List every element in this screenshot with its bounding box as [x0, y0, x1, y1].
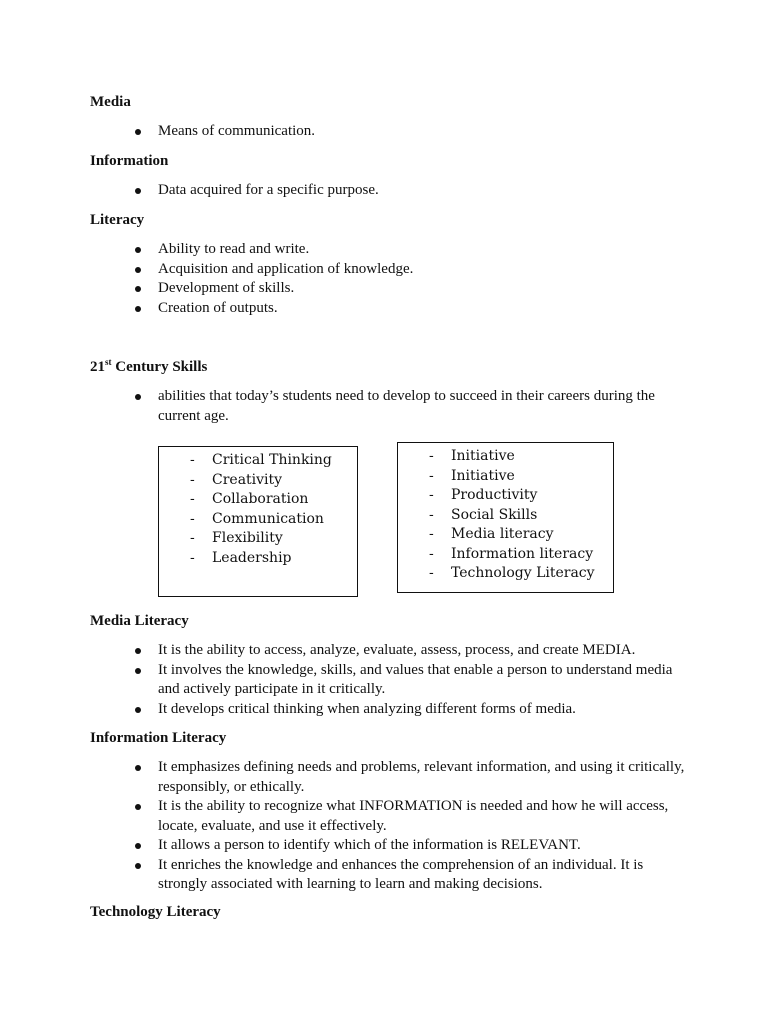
heading-information-literacy: Information Literacy — [90, 730, 227, 746]
list-item — [90, 836, 690, 856]
heading-ordinal-suffix: st — [105, 357, 112, 367]
list-item — [398, 486, 613, 506]
bullet-icon — [135, 648, 141, 654]
dash-marker: - — [429, 467, 434, 484]
information-list — [90, 181, 690, 201]
list-item — [90, 641, 690, 661]
list-item-text: Communication — [212, 510, 324, 527]
heading-number: 21 — [90, 359, 105, 375]
list-item-text: Initiative — [451, 467, 515, 484]
list-item-text: Information literacy — [451, 545, 594, 562]
century-list — [90, 387, 690, 426]
skills-box-right — [397, 442, 614, 593]
list-item-text: Initiative — [451, 448, 515, 464]
list-item — [159, 471, 357, 491]
media-list — [90, 122, 690, 142]
list-item-text: It is the ability to recognize what INFORMATION is needed and how he will access, locate, evaluate, and use it effectively. — [158, 798, 669, 834]
list-item-text: Critical Thinking — [212, 452, 332, 468]
bullet-icon — [135, 267, 141, 273]
list-item-text: It involves the knowledge, skills, and values that enable a person to understand media and actively participate in it critically. — [158, 661, 673, 697]
list-item — [398, 467, 613, 487]
list-item — [90, 758, 690, 797]
list-item — [159, 549, 357, 569]
media-literacy-list — [90, 641, 690, 719]
bullet-icon — [135, 286, 141, 292]
heading-media: Media — [90, 94, 131, 110]
list-item-text: Development of skills. — [158, 280, 295, 296]
dash-marker: - — [190, 530, 195, 546]
heading-information: Information — [90, 153, 169, 169]
list-item-text: Means of communication. — [158, 123, 316, 139]
skills-list-left — [159, 451, 357, 568]
information-literacy-list — [90, 758, 690, 895]
heading-literacy: Literacy — [90, 212, 145, 228]
heading-21st-century-skills — [90, 358, 207, 378]
list-item-text: It is the ability to access, analyze, evaluate, assess, process, and create MEDIA. — [158, 642, 636, 658]
skills-list-right — [398, 447, 613, 584]
skills-box-left — [158, 446, 358, 597]
list-item-text: abilities that today’s students need to develop to succeed in their careers during the current age. — [158, 388, 655, 424]
list-item-text: Flexibility — [212, 530, 283, 546]
literacy-list — [90, 240, 690, 318]
list-item — [90, 279, 690, 299]
list-item-text: Creation of outputs. — [158, 299, 278, 316]
list-item — [90, 260, 690, 280]
list-item — [159, 451, 357, 471]
list-item — [90, 856, 690, 895]
list-item — [159, 510, 357, 530]
list-item-text: It develops critical thinking when analyzing different forms of media. — [158, 700, 576, 717]
list-item-text: It allows a person to identify which of the information is RELEVANT. — [158, 837, 581, 853]
list-item-text: Ability to read and write. — [158, 241, 310, 257]
list-item-text: Productivity — [451, 487, 538, 503]
dash-marker: - — [429, 545, 434, 562]
list-item-text: It emphasizes defining needs and problems, relevant information, and using it critically, responsibly, or ethically. — [158, 759, 685, 795]
dash-marker: - — [190, 471, 195, 488]
bullet-icon — [135, 804, 141, 810]
bullet-icon — [135, 765, 141, 771]
bullet-icon — [135, 188, 141, 194]
bullet-icon — [135, 843, 141, 849]
list-item-text: Collaboration — [212, 491, 309, 507]
list-item — [90, 797, 690, 836]
dash-marker: - — [429, 506, 434, 523]
dash-marker: - — [190, 491, 195, 507]
list-item — [398, 447, 613, 467]
list-item-text: Media literacy — [451, 526, 554, 542]
list-item — [90, 181, 690, 201]
list-item — [90, 240, 690, 260]
bullet-icon — [135, 863, 141, 869]
dash-marker: - — [190, 452, 195, 468]
list-item-text: Technology Literacy — [451, 565, 595, 581]
dash-marker: - — [429, 526, 434, 542]
list-item — [90, 122, 690, 142]
dash-marker: - — [429, 487, 434, 503]
list-item-text: It enriches the knowledge and enhances the comprehension of an individual. It is strongly associated with learning to learn and making decisions. — [158, 856, 644, 892]
list-item-text: Acquisition and application of knowledge. — [158, 260, 414, 277]
bullet-icon — [135, 394, 141, 400]
heading-media-literacy: Media Literacy — [90, 613, 189, 629]
list-item-text: Creativity — [212, 471, 283, 488]
list-item — [159, 490, 357, 510]
bullet-icon — [135, 707, 141, 713]
bullet-icon — [135, 247, 141, 253]
dash-marker: - — [190, 510, 195, 527]
list-item — [398, 525, 613, 545]
bullet-icon — [135, 129, 141, 135]
list-item — [90, 700, 690, 720]
list-item-text: Leadership — [212, 549, 292, 566]
list-item — [90, 661, 690, 700]
dash-marker: - — [429, 448, 434, 464]
dash-marker: - — [429, 565, 434, 581]
dash-marker: - — [190, 549, 195, 566]
bullet-icon — [135, 668, 141, 674]
list-item — [90, 299, 690, 319]
list-item-text: Social Skills — [451, 506, 538, 523]
list-item — [159, 529, 357, 549]
list-item-text: Data acquired for a specific purpose. — [158, 182, 379, 198]
bullet-icon — [135, 306, 141, 312]
list-item — [90, 387, 690, 426]
list-item — [398, 545, 613, 565]
heading-technology-literacy: Technology Literacy — [90, 904, 221, 920]
heading-text: Century Skills — [111, 359, 208, 375]
list-item — [398, 564, 613, 584]
list-item — [398, 506, 613, 526]
